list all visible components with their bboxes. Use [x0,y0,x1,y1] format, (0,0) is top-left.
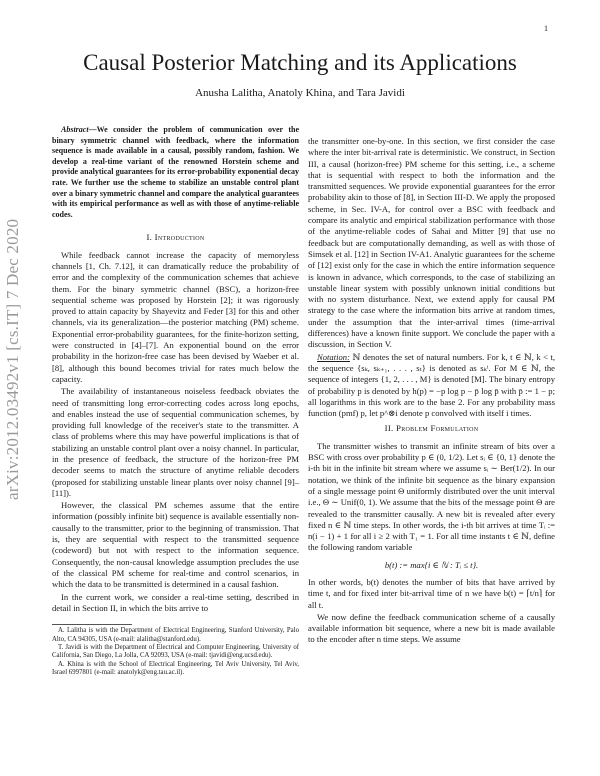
paragraph: In other words, b(t) denotes the number of bits that have arrived by time t, and for fixed inter bit-arrival time of n we have b(t) = ⌈t/n⌉ for all t. [308,576,555,610]
equation: b(t) := max{i ∈ ℕ : Tᵢ ≤ t}. [384,559,479,570]
paper-authors: Anusha Lalitha, Anatoly Khina, and Tara Javidi [195,87,405,99]
page-number: 1 [544,24,548,33]
paper-title: Causal Posterior Matching and its Applications [83,50,517,75]
footnote: T. Javidi is with the Department of Electrical and Computer Engineering, University of California, San Diego, La Jolla, CA 92093, USA (e-mail: tjavidi@eng.ucsd.edu). [52,643,299,660]
abstract-label: Abstract [61,125,89,134]
paragraph: However, the classical PM schemes assume that the entire information (possibly infinite bit) sequence is available essentially non-causally to the transmitter, prior to the beginning of transmission. That is, they are sequential with respect to the transmitted sequence (codeword) but not with respect to the information sequence. Consequently, the non-causal knowledge assumption precludes the use of the classical PM scheme for real-time and control scenarios, in which the data to be transmitted is determined in a causal fashion. [52,500,299,590]
paragraph: While feedback cannot increase the capacity of memoryless channels [1, Ch. 7.12], it can dramatically reduce the probability of error and the complexity of the communication schemes that achieve them. For the binary symmetric channel (BSC), a horizon-free sequential scheme was proposed by Horstein [2]; it was rigorously proved to attain capacity by Shayevitz and Feder [3] for this and other channels, via its generalization—the posterior matching (PM) scheme. Exponential error-probability guarantees, for the finite-horizon setting, were constructed in [4]–[7]. An exponential bound on the error probability in the horizon-free case has been devised by Waeber et al. [8], although this bound becomes trivial for rates much below the capacity. [52,249,299,384]
paragraph: In the current work, we consider a real-time setting, described in detail in Section II, in which the bits arrive to [52,591,299,613]
notation-paragraph [308,352,555,420]
abstract-text: We consider the problem of communication over the binary symmetric channel with feedback, where the information sequence is made available in a causal, possibly random, fashion. We develop a real-time variant of the renowned Horstein scheme and provide analytical guarantees for its error-probability exponential decay rate. We further use the scheme to stabilize an unstable control plant over a binary symmetric channel and compare the analytical guarantees with its empirical performance as well as with those of anytime-reliable codes. [52,125,299,219]
arxiv-stamp: arXiv:2012.03492v1 [cs.IT] 7 Dec 2020 [3,218,22,500]
paragraph: The transmitter wishes to transmit an infinite stream of bits over a BSC with cross over probability p ∈ (0, 1/2). Let sᵢ ∈ {0, 1} denote the i-th bit in the infinite bit stream where we assume sᵢ ∼ Ber(1/2). In our notation, we think of the infinite bit sequence as the binary expansion of a single message point Θ uniformly distributed over the unit interval i.e., Θ ∼ Unif(0, 1). We assume that the bits of the message point Θ are revealed to the transmitter causally. A new bit is revealed after every fixed n ∈ ℕ time steps. In other words, the i-th bit arrives at time Tᵢ := n(i − 1) + 1 for all i ≥ 2 with T₁ = 1. For all time instants t ∈ ℕ, define the following random variable [308,440,555,553]
footnote: A. Khina is with the School of Electrical Engineering, Tel Aviv University, Tel Aviv, Israel 6997801 (e-mail: anatolyk@eng.tau.ac.il). [52,660,299,677]
abstract: Abstract—We consider the problem of communication over the binary symmetric channel with feedback, where the information sequence is made available in a causal, possibly random, fashion. We develop a real-time variant of the renowned Horstein scheme and provide analytical guarantees for its error-probability exponential decay rate. We further use the scheme to stabilize an unstable control plant over a binary symmetric channel and compare the analytical guarantees with its empirical performance as well as with those of anytime-reliable codes. [52,125,299,219]
paragraph: the transmitter one-by-one. In this section, we first consider the case where the inter bit-arrival rate is deterministic. We construct, in Section III, a causal (horizon-free) PM scheme for this setting, i.e., a scheme that is sequential with respect to both the information and the transmitted sequences. We provide exponential guarantees for the error probability akin to those of [8], in Section III-D. We apply the proposed scheme, in Sec. IV-A, for control over a BSC with feedback and compare its analytic and empirical stabilization performance with those of the anytime-reliable codes of Sahai and Mitter [9] that use no feedback but are computationally demanding, as well as with those of Simsek et al. [12] in Section IV-A1. Analytic guarantees for the scheme of [12] exist only for the case in which the entire information sequence is known in advance, which corresponds, to the case of stabilizing an unstable linear system with possibly unknown initial conditions but with no system disturbance. Next, we extend apply for causal PM strategy to the case where the information bits arrive at random times, under the assumption that the inter-arrival times (time-arrival differences) have a known finite support. We conclude the paper with a discussion, in Section V. [308,136,555,350]
paragraph: We now define the feedback communication scheme of a causally available information bit sequence, where a new bit is made available to the encoder after n time steps. We assume [308,611,555,645]
section-heading-problem: II. Problem Formulation [384,423,479,434]
notation-text: ℕ denotes the set of natural numbers. For k, t ∈ ℕ, k < t, the sequence {sₖ, sₖ₊₁, . . . , sₜ} is denoted as sₖᵗ. For M ∈ ℕ, the sequence of integers {1, 2, . . . , M} is denoted [M]. The binary entropy of probability p is denoted by h(p) = −p log p − p̄ log p̄ with p̄ := 1 − p; all logarithms in this work are to the base 2. For any probability mass function (pmf) p, let p^⊗i denote p convolved with itself i times. [308,351,556,419]
left-column [52,125,299,678]
footnote: A. Lalitha is with the Department of Electrical Engineering, Stanford University, Palo Alto, CA 94305, USA (e-mail: alalitha@stanford.edu). [52,627,299,643]
section-heading-introduction: I. Introduction [146,232,205,243]
notation-label: Notation: [317,351,350,362]
right-column [308,136,555,647]
paragraph: The availability of instantaneous noiseless feedback obviates the need of transmitting long error-correcting codes across long epochs, and enables instead the use of sequential communication schemes, by providing full knowledge of the receiver's state to the transmitter. A class of problems where this may have powerful implications is that of stabilizing an unstable control plant over a noisy channel. In particular, in the presence of feedback, the structure of the horizon-free PM decoder seems to match the structure of anytime reliable decoders (proposed for stabilizing unstable linear plants over noisy channel [9]–[11]). [52,386,299,498]
